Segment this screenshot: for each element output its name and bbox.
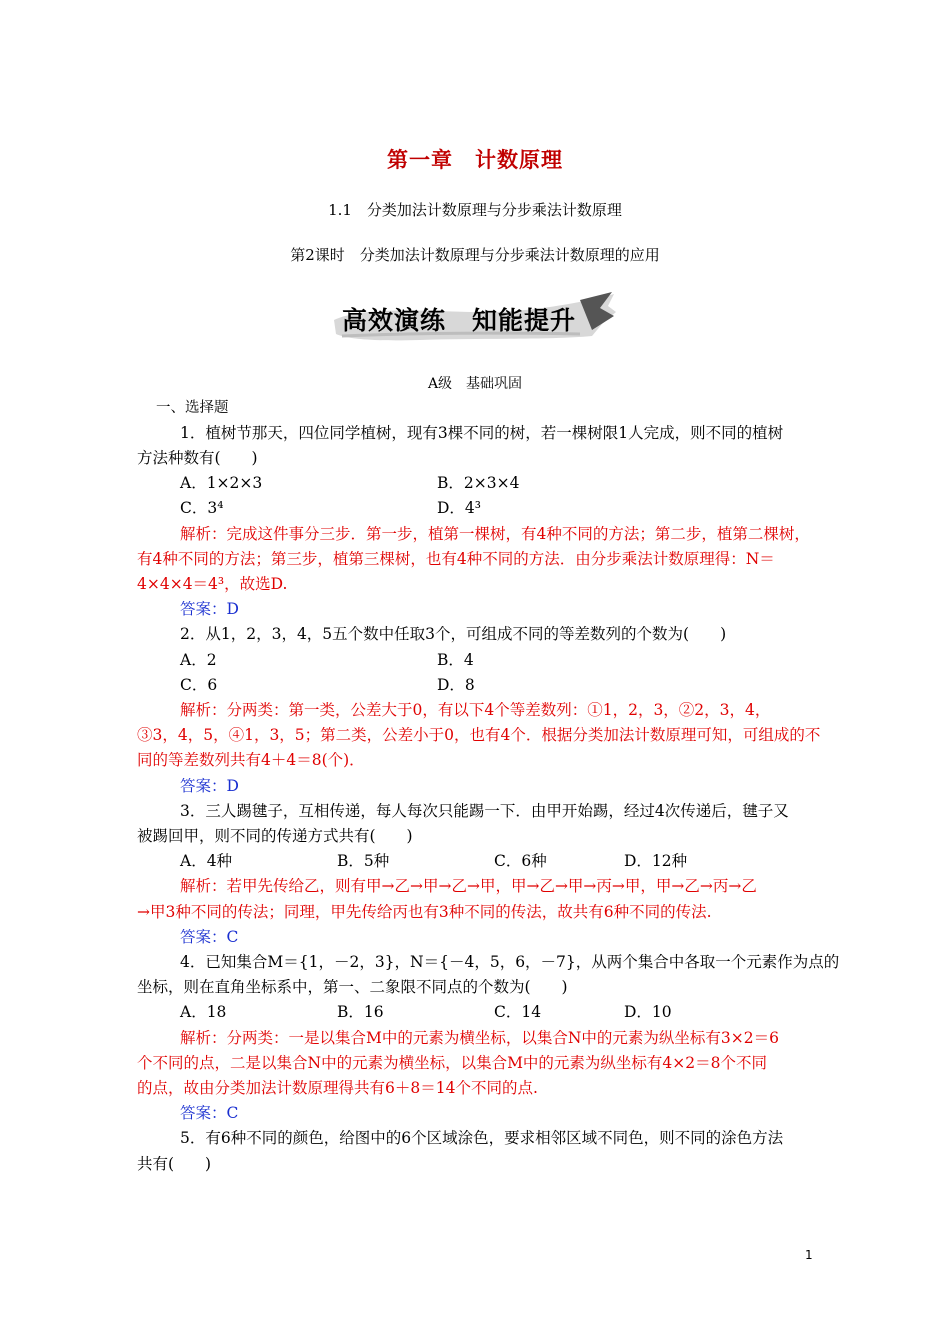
solution-line: 个不同的点，二是以集合N中的元素为横坐标，以集合M中的元素为纵坐标有4×2＝8个不同 [137,1054,768,1072]
option: D．8 [437,676,475,694]
solution-line: 解析：分两类：第一类，公差大于0，有以下4个等差数列：①1，2，3，②2，3，4， [180,701,771,719]
banner [330,290,620,344]
answer-line: 答案：D [180,600,239,618]
option: A．18 [180,1003,227,1021]
solution-line: 有4种不同的方法；第三步，植第三棵树，也有4种不同的方法．由分步乘法计数原理得：N＝ [137,550,775,568]
option: C．6种 [494,852,547,870]
solution-line: 4×4×4＝4³，故选D. [137,575,288,593]
answer-line: 答案：C [180,1104,239,1122]
option: C．3⁴ [180,499,224,517]
option: B．16 [337,1003,384,1021]
answer-line: 答案：D [180,777,239,795]
solution-line: ③3，4，5，④1，3，5；第二类，公差小于0，也有4个．根据分类加法计数原理可知，可组成的不 [137,726,821,744]
option: D．12种 [624,852,688,870]
section-label: 一、选择题 [156,400,229,416]
option: C．6 [180,676,218,694]
option: A．2 [180,651,217,669]
question-line: 5．有6种不同的颜色，给图中的6个区域涂色，要求相邻区域不同色，则不同的涂色方法 [180,1129,784,1147]
solution-line: 解析：完成这件事分三步．第一步，植第一棵树，有4种不同的方法；第二步，植第二棵树， [180,525,810,543]
question-line: 共有( ) [137,1155,212,1173]
question-line: 2．从1，2，3，4，5五个数中任取3个，可组成不同的等差数列的个数为( ) [180,625,727,643]
banner-text: 高效演练 知能提升 [342,306,577,335]
solution-line: →甲3种不同的传法；同理，甲先传给丙也有3种不同的传法，故共有6种不同的传法. [137,903,712,921]
lesson-title: 第2课时 分类加法计数原理与分步乘法计数原理的应用 [290,246,660,264]
question-line: 坐标，则在直角坐标系中，第一、二象限不同点的个数为( ) [137,978,568,996]
page-number: 1 [805,1248,813,1262]
option: A．4种 [180,852,233,870]
solution-line: 的点，故由分类加法计数原理得共有6＋8＝14个不同的点. [137,1079,538,1097]
question-line: 3．三人踢毽子，互相传递，每人每次只能踢一下．由甲开始踢，经过4次传递后，毽子又 [180,802,789,820]
solution-line: 解析：分两类：一是以集合M中的元素为横坐标，以集合N中的元素为纵坐标有3×2＝6 [180,1029,780,1047]
question-line: 被踢回甲，则不同的传递方式共有( ) [137,827,413,845]
solution-line: 解析：若甲先传给乙，则有甲→乙→甲→乙→甲，甲→乙→甲→丙→甲，甲→乙→丙→乙 [180,877,757,895]
question-line: 1．植树节那天，四位同学植树，现有3棵不同的树，若一棵树限1人完成，则不同的植树 [180,424,784,442]
level-heading: A级 基础巩固 [427,376,523,392]
option: B．2×3×4 [437,474,520,492]
section-title: 1.1 分类加法计数原理与分步乘法计数原理 [328,201,622,219]
chapter-title: 第一章 计数原理 [387,147,563,172]
answer-line: 答案：C [180,928,239,946]
option: D．10 [624,1003,672,1021]
option: B．5种 [337,852,390,870]
solution-line: 同的等差数列共有4＋4＝8(个)． [137,751,365,769]
option: C．14 [494,1003,542,1021]
option: A．1×2×3 [180,474,263,492]
option: D．4³ [437,499,482,517]
question-line: 4．已知集合M＝{1，－2，3}，N＝{－4，5，6，－7}，从两个集合中各取一个元素作为点的 [180,953,840,971]
question-line: 方法种数有( ) [137,449,258,467]
option: B．4 [437,651,474,669]
